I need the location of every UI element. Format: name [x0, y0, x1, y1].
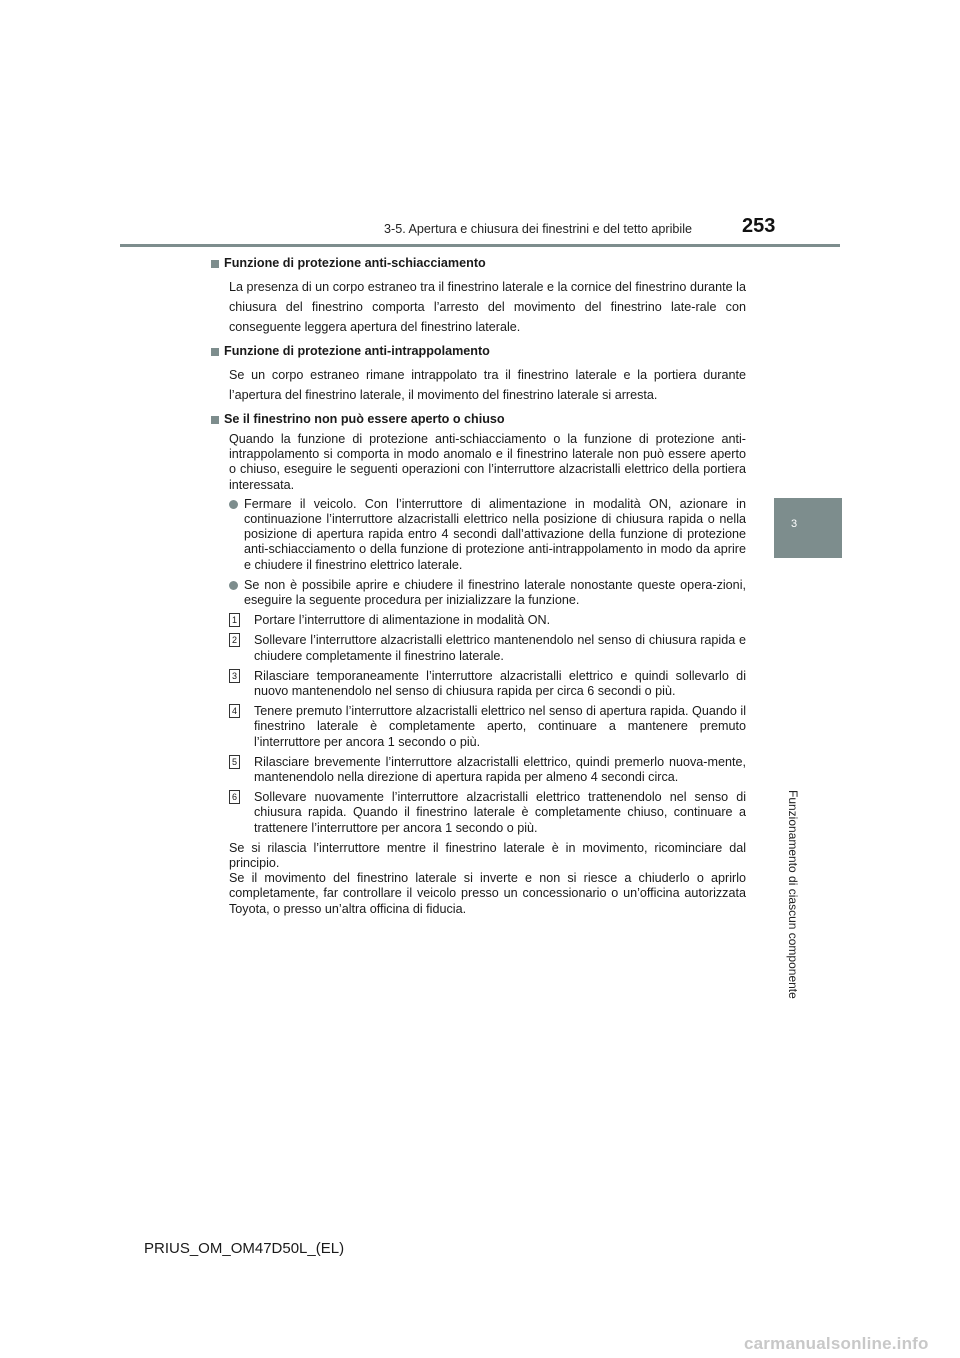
step-item [229, 704, 746, 750]
round-bullet-icon [229, 500, 238, 509]
section-heading-text: Se il finestrino non può essere aperto o chiuso [224, 412, 505, 426]
step-text: Rilasciare brevemente l’interruttore alzacristalli elettrico, quindi premerlo nuova-mente, mantenendolo nella direzione di apertura rapida per almeno 4 secondi circa. [254, 754, 746, 785]
square-bullet-icon [211, 260, 219, 268]
step-item [229, 613, 746, 628]
bullet-text: Se non è possibile aprire e chiudere il finestrino laterale nonostante queste opera-zioni, eseguire la seguente procedura per inizializzare la funzione. [244, 577, 746, 608]
page-number: 253 [742, 215, 776, 237]
step-number: 2 [229, 633, 240, 647]
page-content [211, 254, 746, 917]
chapter-label: Funzionamento di ciascun componente [786, 790, 800, 999]
section-paragraph: Se un corpo estraneo rimane intrappolato tra il finestrino laterale e la portiera durante l’apertura del finestrino laterale, il movimento del finestrino laterale si arresta. [229, 368, 746, 402]
step-number: 6 [229, 790, 240, 804]
step-text: Tenere premuto l’interruttore alzacristalli elettrico nel senso di apertura rapida. Quando il finestrino laterale è completamente aperto, continuare a mantenere premuto l’interruttore per ancora 1 secondo o più. [254, 704, 746, 749]
step-number: 5 [229, 755, 240, 769]
step-number: 1 [229, 613, 240, 627]
section-heading [211, 254, 746, 273]
bullet-text: Fermare il veicolo. Con l’interruttore di alimentazione in modalità ON, azionare in continuazione l’interruttore alzacristalli elettrico nella posizione di chiusura rapida o nella posizione di apertura rapida entro 4 secondi dall’attivazione della funzione di protezione anti-schiacciamento o della funzione di protezione anti-intrappolamento in modo da aprire e chiudere il finestrino elettrico laterale. [244, 496, 746, 572]
step-text: Sollevare nuovamente l’interruttore alzacristalli elettrico trattenendolo nel senso di chiusura rapida. Quando il finestrino laterale è completamente chiuso, continuare a trattenere l’interruttore per ancora 1 secondo o più. [254, 790, 746, 835]
chapter-tab [774, 498, 842, 558]
step-number: 4 [229, 704, 240, 718]
note-paragraph: Se il movimento del finestrino laterale si inverte e non si riesce a chiuderlo o aprirlo completamente, far controllare il veicolo presso un concessionario o un’officina autorizzata Toyota, o presso un’altra officina di fiducia. [229, 871, 746, 916]
section-heading-text: Funzione di protezione anti-intrappolamento [224, 344, 490, 358]
round-bullet-icon [229, 581, 238, 590]
running-header: 3-5. Apertura e chiusura dei finestrini e del tetto apribile [384, 222, 693, 236]
step-item [229, 633, 746, 663]
step-number: 3 [229, 669, 240, 683]
section-heading [211, 342, 746, 361]
step-item [229, 669, 746, 699]
bullet-item [229, 578, 746, 608]
step-text: Portare l’interruttore di alimentazione in modalità ON. [254, 613, 551, 628]
section-paragraph: La presenza di un corpo estraneo tra il finestrino laterale e la cornice del finestrino durante la chiusura del finestrino comporta l’arresto del movimento del finestrino late-rale con conseguente leggera apertura del finestrino laterale. [229, 280, 746, 334]
section-paragraph: Quando la funzione di protezione anti-schiacciamento o la funzione di protezione anti-intrappolamento si comporta in modo anomalo e il finestrino laterale non può essere aperto o chiuso, eseguire le seguenti operazioni con l’interruttore alzacristalli elettrico della portiera interessata. [229, 432, 746, 492]
header-rule [120, 244, 840, 247]
square-bullet-icon [211, 348, 219, 356]
section-heading [211, 410, 746, 429]
bullet-item [229, 497, 746, 573]
chapter-tab-number: 3 [791, 518, 798, 530]
watermark-link[interactable]: carmanualsonline.info [744, 1334, 929, 1353]
section-heading-text: Funzione di protezione anti-schiacciamento [224, 256, 486, 270]
note-paragraph: Se si rilascia l’interruttore mentre il finestrino laterale è in movimento, ricominciare dal principio. [229, 840, 746, 871]
step-item [229, 755, 746, 785]
step-text: Sollevare l’interruttore alzacristalli elettrico mantenendolo nel senso di chiusura rapida e chiudere completamente il finestrino laterale. [254, 633, 746, 663]
square-bullet-icon [211, 416, 219, 424]
step-item [229, 790, 746, 836]
step-text: Rilasciare temporaneamente l’interruttore alzacristalli elettrico e quindi sollevarlo di nuovo mantenendolo nel senso di chiusura rapida per circa 6 secondi o più. [254, 668, 746, 699]
document-code: PRIUS_OM_OM47D50L_(EL) [144, 1240, 345, 1257]
